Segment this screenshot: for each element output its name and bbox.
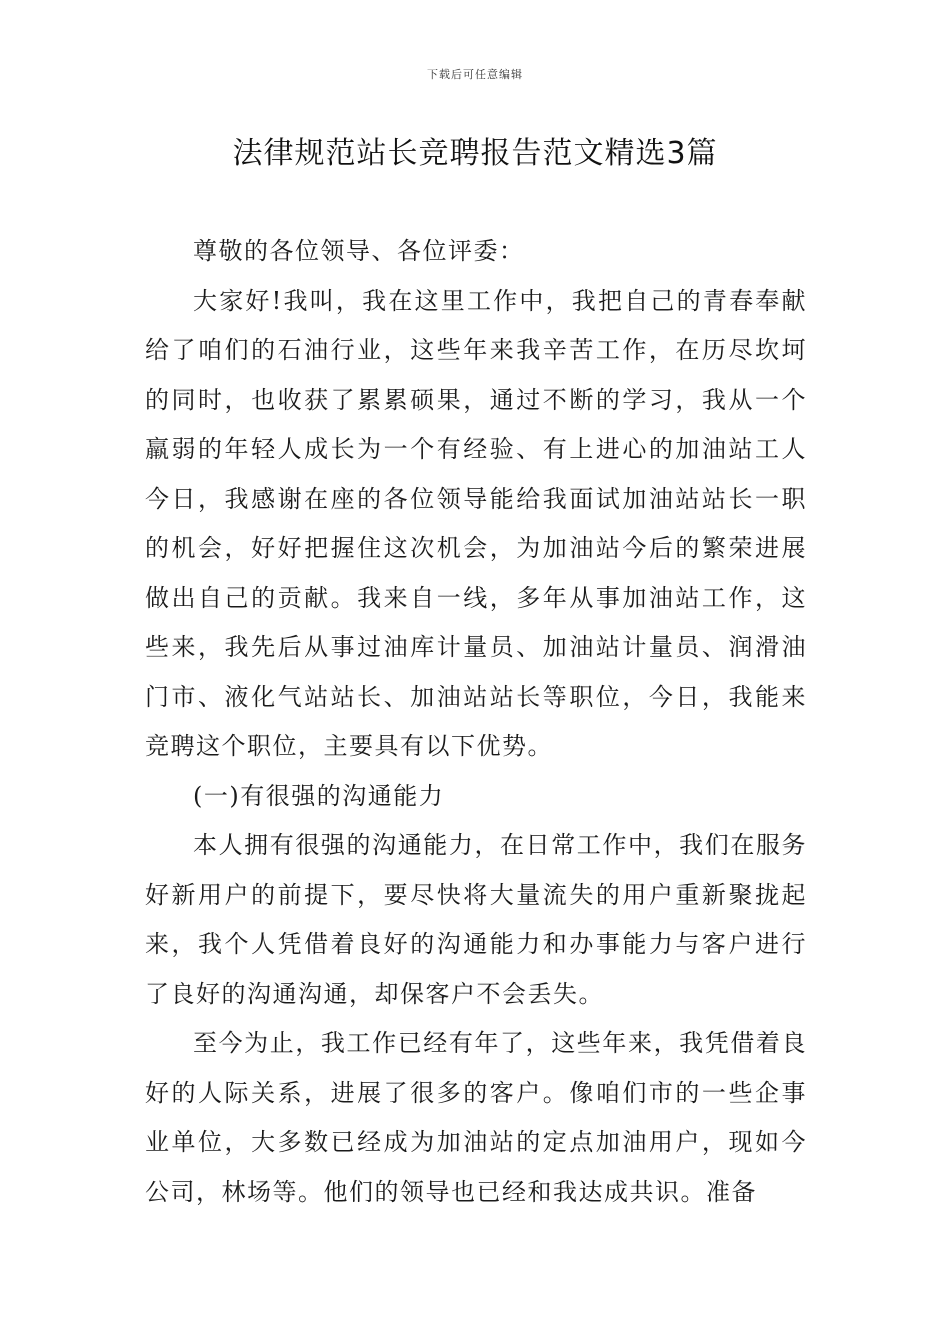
header-note: 下载后可任意编辑 — [427, 68, 523, 81]
salutation: 尊敬的各位领导、各位评委： — [193, 237, 525, 265]
document-title: 法律规范站长竞聘报告范文精选3篇 — [232, 136, 718, 171]
paragraph: 本人拥有很强的沟通能力，在日常工作中，我们在服务好新用户的前提下，要尽快将大量流失的用户重新聚拢起来，我个人凭借着良好的沟通能力和办事能力与客户进行了良好的沟通沟通，却保客户不会丢失。 — [145, 831, 807, 1008]
section-heading: (一)有很强的沟通能力 — [193, 781, 445, 810]
paragraph: 大家好!我叫，我在这里工作中，我把自己的青春奉献给了咱们的石油行业，这些年来我辛苦工作，在历尽坎坷的同时，也收获了累累硕果，通过不断的学习，我从一个羸弱的年轻人成长为一个有经验、有上进心的加油站工人今日，我感谢在座的各位领导能给我面试加油站站长一职的机会，好好把握住这次机会，为加油站今后的繁荣进展做出自己的贡献。我来自一线，多年从事加油站工作，这些来，我先后从事过油库计量员、加油站计量员、润滑油门市、液化气站站长、加油站站长等职位，今日，我能来竞聘这个职位，主要具有以下优势。 — [145, 286, 807, 760]
paragraph: 至今为止，我工作已经有年了，这些年来，我凭借着良好的人际关系，进展了很多的客户。像咱们市的一些企事业单位，大多数已经成为加油站的定点加油用户，现如今公司，林场等。他们的领导也已经和我达成共识。准备 — [145, 1029, 807, 1206]
document-body — [145, 227, 807, 1217]
